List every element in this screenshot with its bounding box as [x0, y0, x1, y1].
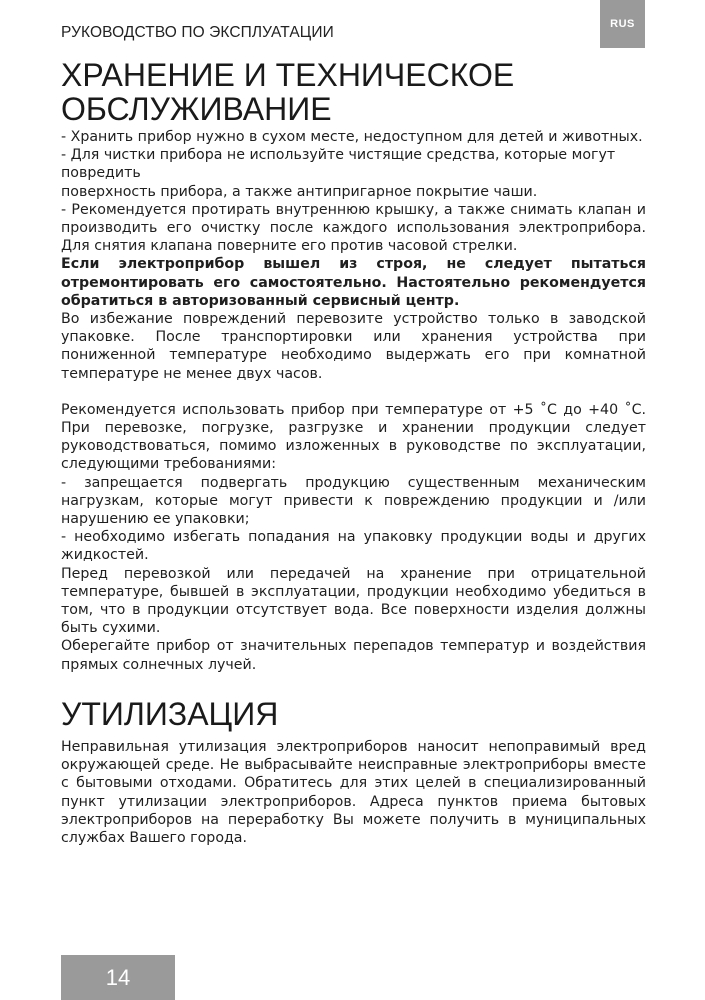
storage-heading-line2: ОБСЛУЖИВАНИЕ [61, 91, 332, 127]
storage-paragraph: - необходимо избегать попадания на упаковку продукции воды и других жидкостей. [61, 529, 646, 564]
page-number: 14 [61, 955, 175, 1000]
storage-heading-line1: ХРАНЕНИЕ И ТЕХНИЧЕСКОЕ [61, 57, 515, 93]
storage-paragraph: - Хранить прибор нужно в сухом месте, недоступном для детей и животных. [61, 129, 643, 145]
storage-text [61, 128, 646, 674]
language-badge: RUS [600, 0, 645, 48]
storage-paragraph: поверхность прибора, а также антипригарное покрытие чаши. [61, 183, 538, 200]
paragraph-gap [61, 383, 646, 401]
storage-paragraph: - Для чистки прибора не используйте чистящие средства, которые могут повредить [61, 147, 616, 182]
storage-paragraph: Во избежание повреждений перевозите устройство только в заводской упаковке. После транспортировки или хранения устройства при пониженной температуре необходимо выдержать его при комнатной температуре не менее двух часов. [61, 311, 646, 382]
disposal-paragraph: Неправильная утилизация электроприборов наносит непоправимый вред окружающей среде. Не выбрасывайте неисправные электроприборы вместе с бытовыми отходами. Обратитесь для этих целей в специализированный пункт утилизации электроприборов. Адреса пунктов приема бытовых электроприборов на переработку Вы можете получить в муниципальных службах Вашего города. [61, 739, 646, 847]
storage-warning: Если электроприбор вышел из строя, не следует пытаться отремонтировать его самостоятельно. Настоятельно рекомендуется обратиться в авторизованный сервисный центр. [61, 256, 646, 309]
disposal-text [61, 738, 646, 847]
storage-paragraph: - Рекомендуется протирать внутреннюю крышку, а также снимать клапан и производить его очистку после каждого использования электроприбора. Для снятия клапана поверните его против часовой стрелки. [61, 201, 646, 255]
manual-title: РУКОВОДСТВО ПО ЭКСПЛУАТАЦИИ [61, 24, 334, 41]
storage-paragraph: Перед перевозкой или передачей на хранение при отрицательной температуре, бывшей в эксплуатации, продукции необходимо убедиться в том, что в продукции отсутствует вода. Все поверхности изделия должны быть сухими. [61, 565, 646, 637]
disposal-heading: УТИЛИЗАЦИЯ [61, 696, 279, 732]
storage-paragraph: Оберегайте прибор от значительных перепадов температур и воздействия прямых солнечных лучей. [61, 638, 646, 673]
storage-paragraph: Рекомендуется использовать прибор при температуре от +5 ˚С до +40 ˚С. При перевозке, погрузке, разгрузке и хранении продукции следует руководствоваться, помимо изложенных в руководстве по эксплуатации, следующими требованиями: [61, 401, 646, 473]
storage-paragraph: - запрещается подвергать продукцию существенным механическим нагрузкам, которые могут привести к повреждению продукции и /или нарушению ее упаковки; [61, 474, 646, 528]
storage-heading [61, 58, 514, 126]
